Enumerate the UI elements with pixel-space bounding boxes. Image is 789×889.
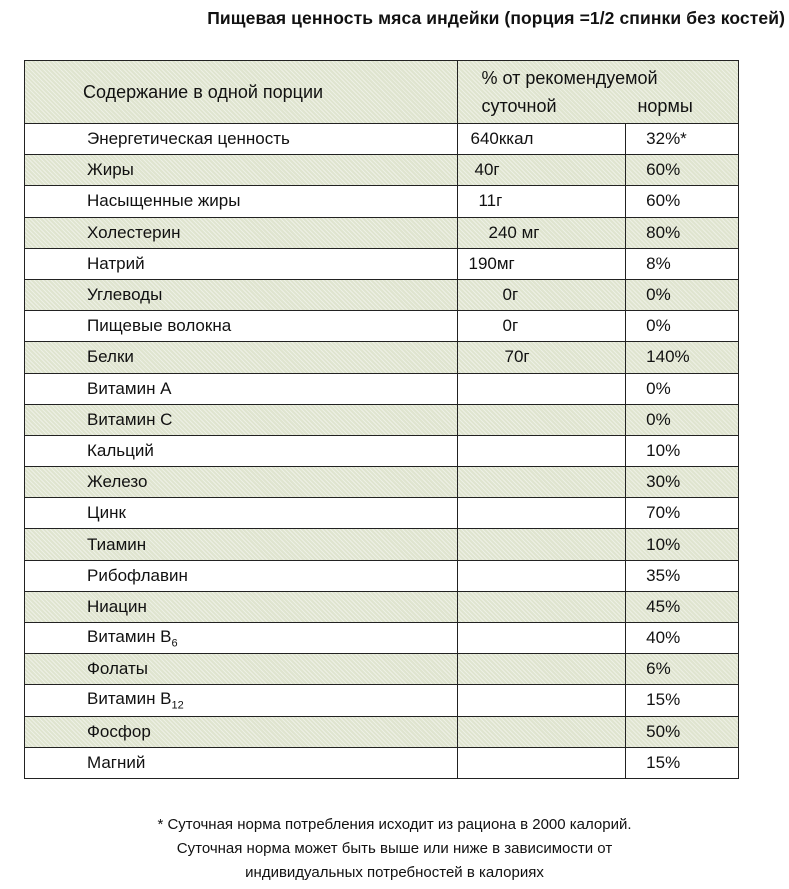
nutrient-name: Рибофлавин [87,565,188,585]
table-row [25,124,739,155]
nutrient-name-cell [25,498,458,529]
amount-cell: 40г [458,155,626,186]
percent-daily-cell: 80% [626,217,739,248]
footnote-line-3: индивидуальных потребностей в калориях [245,864,544,881]
nutrient-name: Витамин В [87,626,172,646]
nutrient-name-cell [25,529,458,560]
table-row [25,404,739,435]
nutrient-name: Холестерин [87,222,181,242]
nutrient-name: Тиамин [87,534,147,554]
amount-cell [458,560,626,591]
table-row [25,248,739,279]
percent-daily-cell: 10% [626,529,739,560]
amount-cell [458,747,626,778]
percent-daily-cell: 45% [626,591,739,622]
header-pct-line1: % от рекомендуемой [481,68,658,88]
nutrient-subscript: 12 [171,699,184,712]
nutrient-name: Витамин В [87,689,172,709]
nutrient-name-cell [25,186,458,217]
amount-cell: 190мг [458,248,626,279]
table-header-row [25,61,739,124]
percent-daily-cell: 30% [626,467,739,498]
nutrient-name: Кальций [87,440,154,460]
nutrient-name-cell [25,248,458,279]
nutrient-name-cell [25,404,458,435]
nutrient-name-cell [25,279,458,310]
table-row [25,186,739,217]
nutrient-name: Цинк [87,503,126,523]
nutrient-name-cell [25,747,458,778]
amount-cell [458,623,626,654]
header-pct-line2-norm: нормы [637,96,693,116]
percent-daily-cell: 32%* [626,124,739,155]
nutrient-name-cell [25,342,458,373]
nutrient-name-cell [25,654,458,685]
nutrient-name-cell [25,685,458,716]
header-percent-daily-value [458,61,739,124]
percent-daily-cell: 0% [626,404,739,435]
amount-cell [458,716,626,747]
table-row [25,279,739,310]
table-row [25,529,739,560]
nutrient-name: Железо [87,472,148,492]
nutrition-table [24,60,739,779]
amount-cell [458,685,626,716]
amount-cell [458,467,626,498]
table-row [25,591,739,622]
percent-daily-cell: 15% [626,685,739,716]
footnote [0,813,789,885]
nutrient-name: Углеводы [87,285,163,305]
nutrient-subscript: 6 [171,637,178,650]
nutrient-name-cell [25,591,458,622]
page-title: Пищевая ценность мяса индейки (порция =1/2 спинки без костей) [207,8,785,28]
table-row [25,217,739,248]
table-row [25,560,739,591]
nutrient-name: Насыщенные жиры [87,191,241,211]
nutrient-name-cell [25,435,458,466]
amount-cell [458,529,626,560]
table-row [25,373,739,404]
table-row [25,155,739,186]
amount-cell: 11г [458,186,626,217]
table-row [25,685,739,716]
amount-cell [458,498,626,529]
nutrient-name: Фолаты [87,659,149,679]
nutrient-name-cell [25,124,458,155]
percent-daily-cell: 0% [626,279,739,310]
amount-cell: 0г [458,311,626,342]
nutrient-name: Магний [87,752,146,772]
footnote-line-2: Суточная норма может быть выше или ниже в зависимости от [176,840,613,857]
amount-cell [458,654,626,685]
nutrient-name: Витамин С [87,409,173,429]
nutrient-name: Жиры [87,160,134,180]
nutrient-name: Белки [87,347,134,367]
percent-daily-cell: 10% [626,435,739,466]
percent-daily-cell: 0% [626,311,739,342]
percent-daily-cell: 8% [626,248,739,279]
nutrient-name-cell [25,623,458,654]
nutrient-name-cell [25,373,458,404]
percent-daily-cell: 0% [626,373,739,404]
header-pct-line2-daily: суточной [481,96,557,116]
table-row [25,498,739,529]
percent-daily-cell: 60% [626,186,739,217]
nutrient-name: Ниацин [87,596,147,616]
amount-cell [458,435,626,466]
table-row [25,311,739,342]
percent-daily-cell: 6% [626,654,739,685]
nutrient-name: Натрий [87,253,145,273]
footnote-line-1: * Суточная норма потребления исходит из рациона в 2000 калорий. [157,816,632,833]
amount-cell: 0г [458,279,626,310]
table-row [25,342,739,373]
nutrient-name-cell [25,155,458,186]
table-row [25,623,739,654]
percent-daily-cell: 15% [626,747,739,778]
table-row [25,747,739,778]
nutrient-name: Энергетическая ценность [87,129,290,149]
nutrient-name-cell [25,217,458,248]
amount-cell: 240 мг [458,217,626,248]
table-row [25,654,739,685]
percent-daily-cell: 35% [626,560,739,591]
header-content-per-serving: Содержание в одной порции [25,61,458,124]
nutrient-name-cell [25,311,458,342]
table-row [25,435,739,466]
percent-daily-cell: 140% [626,342,739,373]
nutrient-name: Витамин А [87,378,172,398]
nutrient-name: Пищевые волокна [87,316,232,336]
percent-daily-cell: 60% [626,155,739,186]
table-row [25,716,739,747]
nutrient-name: Фосфор [87,721,151,741]
nutrient-name-cell [25,467,458,498]
amount-cell: 640ккал [458,124,626,155]
amount-cell [458,404,626,435]
percent-daily-cell: 70% [626,498,739,529]
table-body [25,124,739,779]
percent-daily-cell: 40% [626,623,739,654]
table-row [25,467,739,498]
amount-cell [458,591,626,622]
amount-cell: 70г [458,342,626,373]
nutrient-name-cell [25,560,458,591]
percent-daily-cell: 50% [626,716,739,747]
amount-cell [458,373,626,404]
nutrient-name-cell [25,716,458,747]
